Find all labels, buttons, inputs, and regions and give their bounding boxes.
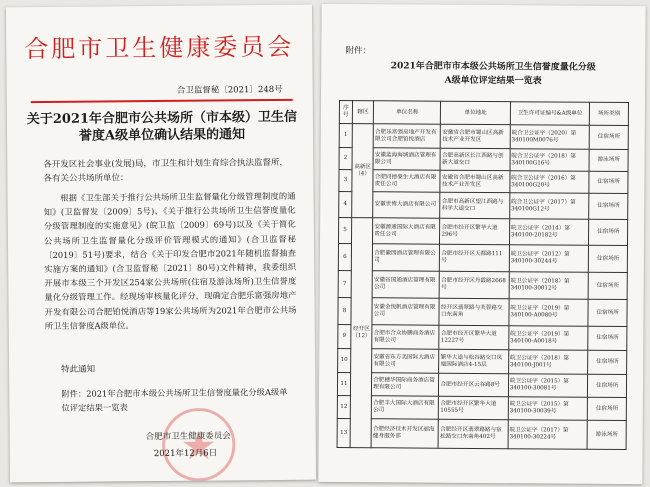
- row-license: 皖卫公证字（2014）第340100-20182号: [509, 219, 589, 246]
- row-number: 2: [339, 148, 352, 170]
- row-category: 住宿场所: [588, 326, 627, 350]
- signer: 合肥市卫生健康委员会: [145, 431, 231, 443]
- row-unit-name: 合肥市合众协鹏商务酒店有限公司: [372, 325, 439, 349]
- table-row: [337, 395, 626, 420]
- table-title-line-2: A级单位评定结果一览表: [444, 75, 542, 87]
- row-address: 安徽省合肥市蜀山区高新技术产业开发区: [440, 170, 510, 192]
- row-license: 皖卫公证字（2018）第340100-J001号: [508, 350, 588, 375]
- row-number: 9: [338, 324, 351, 348]
- header-district: 辖区: [352, 101, 373, 124]
- row-category: 住宿场所: [589, 219, 628, 245]
- row-unit-name: 安徽省国通酒店管理有限公司: [372, 271, 439, 298]
- row-category: 游泳场所: [589, 149, 628, 171]
- red-header-rule: [31, 99, 293, 103]
- table-header-row: [339, 101, 628, 126]
- row-unit-name: 安徽世博大酒店有限公司: [373, 192, 440, 218]
- table-row: [339, 148, 628, 172]
- row-category: 住宿场所: [589, 171, 628, 193]
- row-number: 4: [339, 191, 352, 217]
- document-number: 合卫监督秘〔2021〕248号: [176, 84, 283, 96]
- row-number: 6: [338, 243, 351, 270]
- row-license: 皖卫公证字（2015）第340100-30039号: [508, 397, 588, 421]
- row-address: 繁华大道与松谷路交口凤凰国际酒店4-15层: [439, 349, 509, 373]
- row-number: 10: [338, 348, 351, 372]
- row-license: 皖卫公证字（2019）第340100-A0080号: [509, 299, 589, 327]
- row-category: 住宿场所: [588, 397, 627, 420]
- notice-body: 根据《卫生部关于推行公共场所卫生监督量化分级管理制度的通知》(卫监督发〔2009〕5号)、《关于推行公共场所卫生信誉度量化分级管理制度的实施意见》(皖卫监〔2009〕69号)以及《关于简化公共场所卫生监督量化分级评价管理模式的通知》(合卫监督秘〔2019〕51号)要求，结合《关于印发合肥市2021年随机监督抽查实施方案的通知》(合卫监督秘〔2021〕80号)文件精神，我委组织开展市本级三个开发区254家公共场所(住宿及游泳场所)卫生信誉度量化分级管理工作。经现场审核量化评分，现确定合肥乐富强房地产开发有限公司合肥铂悦酒店等19家公共场所为2021年合肥市公共场所卫生信誉度A级单位。: [43, 190, 297, 331]
- row-address: 合肥市经开区繁华大道296号: [440, 218, 510, 244]
- row-number: 1: [339, 124, 352, 148]
- row-unit-name: 合肥丰大国际大酒店有限公司: [372, 396, 439, 419]
- row-address: 经开区翡翠路与芙蓉路交口东南角: [439, 298, 509, 325]
- row-license: 皖合卫公证字（2017）第340100G12号: [510, 193, 590, 220]
- row-unit-name: 安徽省东方美国际大酒店有限公司: [372, 349, 439, 373]
- row-license: 皖卫公证字（2019）第340100-A0018号: [509, 326, 589, 351]
- attachment-label: 附件：: [345, 46, 371, 57]
- row-license: 皖卫公证字（2015）第340100-30081号: [508, 374, 588, 398]
- recipient-line-2: 各有关公共场所单位：: [43, 172, 129, 184]
- table-row: [339, 217, 628, 245]
- row-address: 合肥市经开区丹霞路2668号: [440, 271, 510, 298]
- table-row: [338, 297, 627, 326]
- header-license: 卫生许可证编号&A级单位: [510, 102, 590, 126]
- row-address: 合肥高新区长江西路与创新大道交口: [440, 148, 510, 170]
- row-address: 合肥市经开区繁华大道10555号: [439, 396, 509, 419]
- row-unit-name: 合肥经济技术开发区丽海健身服务部: [371, 419, 438, 448]
- row-number: 12: [337, 395, 350, 418]
- closing-text: 特此通知: [61, 364, 96, 375]
- row-number: 3: [339, 169, 352, 191]
- row-license: 皖卫公证字（2017）第340100-30224号: [508, 420, 588, 450]
- row-address: 合肥市经开区天都路111号: [440, 244, 510, 271]
- table-row: [339, 124, 628, 150]
- header-no: 序号: [339, 101, 352, 124]
- row-category: 住宿场所: [588, 299, 627, 326]
- table-row: [337, 418, 626, 449]
- row-category: 游泳场所: [587, 420, 626, 449]
- row-unit-name: 合肥同德豪生大酒店有限责任公司: [373, 170, 440, 192]
- header-unit-address: 单位地址: [441, 101, 511, 124]
- official-seal-icon: [159, 405, 238, 482]
- row-category: 住宿场所: [588, 350, 627, 374]
- title-line-1: 关于2021年合肥市公共场所（市本级）卫生信: [26, 109, 298, 128]
- table-row: [338, 324, 627, 350]
- row-unit-name: 安徽源通国际大酒店有限责任公司: [373, 218, 440, 244]
- row-category: 住宿场所: [588, 272, 627, 299]
- row-district: 高新区（4）: [352, 124, 374, 218]
- row-license: 皖合卫公证字（2018）第340100G16号: [510, 149, 590, 172]
- header-unit-name: 单位名称: [374, 101, 441, 124]
- row-address: 合肥市高新区望江西路与科学大道交口: [440, 192, 510, 218]
- row-license: 皖卫公证字（2012）第340100-30244号: [509, 245, 589, 273]
- attachment-note: 附件：2021年合肥市本级公共场所卫生信誉度量化分级A级单位评定结果一览表: [61, 386, 288, 413]
- row-number: 7: [338, 270, 351, 297]
- title-line-2: 誉度A级单位确认结果的通知: [78, 127, 246, 144]
- table-row: [339, 169, 628, 193]
- issuing-organization: 合肥市卫生健康委员会: [24, 32, 295, 64]
- row-address: 合肥市经开区繁华大道12227号: [439, 325, 509, 349]
- row-category: 住宿场所: [588, 374, 627, 397]
- row-unit-name: 安徽金悦帆酒店管理有限公司: [372, 298, 439, 325]
- row-address: 合肥市经开区云谷路8号: [439, 373, 509, 396]
- row-unit-name: 合肥徽园酒店管理有限公司: [373, 244, 440, 271]
- row-category: 住宿场所: [589, 245, 628, 272]
- row-category: 住宿场所: [589, 193, 628, 219]
- table-row: [338, 243, 627, 272]
- notice-page: [6, 5, 316, 483]
- row-number: 5: [339, 217, 352, 243]
- row-number: 8: [338, 297, 351, 324]
- row-number: 11: [337, 372, 350, 395]
- row-unit-name: 合肥穗华国际商务酒店管理有限公司: [372, 373, 439, 396]
- row-unit-name: 合肥乐富强房地产开发有限公司合肥铂悦酒店: [373, 124, 440, 148]
- table-row: [339, 191, 628, 219]
- row-number: 13: [337, 418, 350, 447]
- row-address: 合肥经开区翡翠路路与宿松路交口东南角402号: [439, 419, 509, 448]
- table-row: [337, 372, 626, 397]
- notice-title: [25, 109, 299, 145]
- header-category: 场所类别: [590, 102, 629, 125]
- row-unit-name: 安徽蓝海海城酒店管理有限公司: [373, 148, 440, 170]
- row-address: 安徽省合肥市蜀山区高新技术产业开发区: [441, 124, 511, 148]
- table-title-line-1: 2021年合肥市市本级公共场所卫生信誉度量化分级: [390, 61, 596, 73]
- issue-date: 2021年12月6日: [153, 448, 218, 460]
- row-license: 皖合卫公证字（2020）第340100M0076号: [510, 125, 590, 150]
- table-row: [338, 270, 627, 299]
- recipients: [43, 157, 295, 186]
- row-district: 经开区（12）: [350, 218, 373, 448]
- table-title: [361, 59, 625, 89]
- row-license: 皖卫公证字（2018）第340100-30012号: [509, 272, 589, 300]
- row-category: 住宿场所: [590, 125, 629, 149]
- attachment-page: [318, 4, 645, 484]
- recipient-line-1: 各开发区社会事业(发展)局，市卫生和计划生育综合执法监督所，: [43, 157, 288, 171]
- table-row: [338, 348, 627, 374]
- a-level-units-table: [337, 100, 629, 450]
- row-license: 皖合卫公证字（2016）第340100G20号: [510, 171, 590, 194]
